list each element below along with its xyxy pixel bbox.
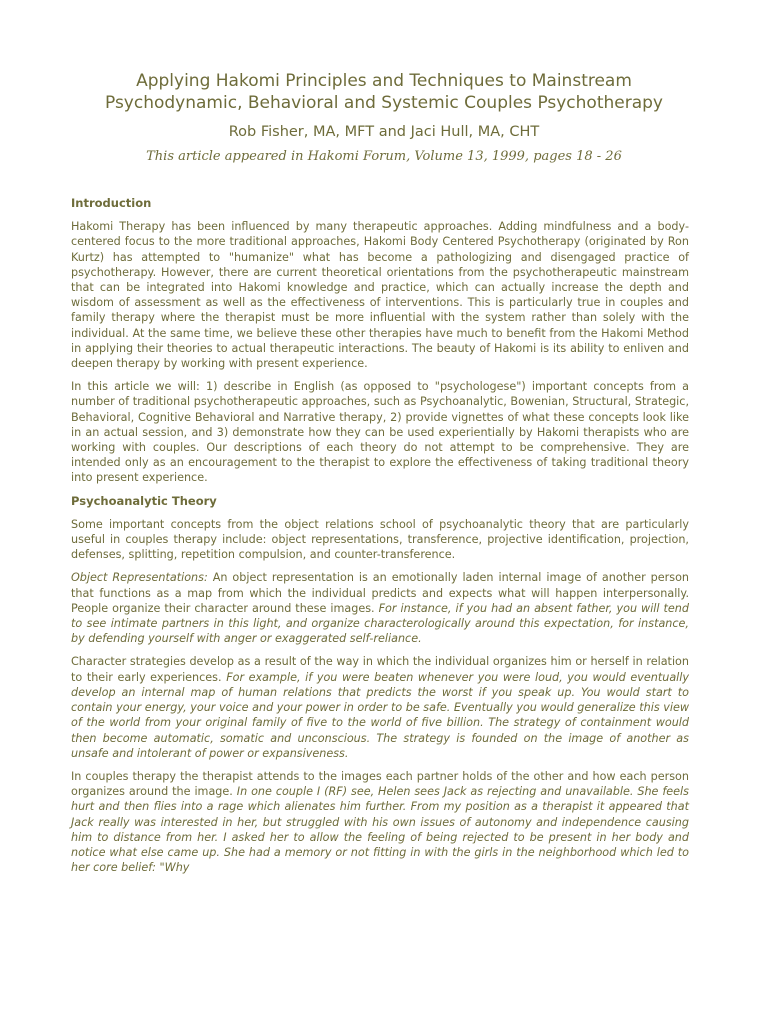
character-strategies-text: Character strategies develop as a result of the way in which the individual organizes him or herself in relation to their early experiences. xyxy=(71,655,689,684)
couples-therapy-text: In couples therapy the therapist attends to the images each partner holds of the other and how each person organizes around the image. xyxy=(71,769,689,799)
intro-paragraph-2: In this article we will: 1) describe in English (as opposed to "psychologese") important concepts from a number of traditional psychotherapeutic approaches, such as Psychoanalytic, Bowenian, Structural, Strategic, Behavioral, Cognitive Behavioral and Narrative therapy, 2) provide vignettes of what these concepts look like in an actual session, and 3) demonstrate how they can be used experientially by Hakomi therapists who are working with couples. Our descriptions of each theory do not attempt to be comprehensive. They are intended only as an encouragement to the therapist to explore the effectiveness of taking traditional theory into present experience. xyxy=(71,380,689,485)
psychoanalytic-paragraph-4 xyxy=(71,769,689,875)
section-heading-psychoanalytic: Psychoanalytic Theory xyxy=(71,493,217,508)
title-line-1: Applying Hakomi Principles and Techniques to Mainstream xyxy=(136,71,632,91)
article-authors: Rob Fisher, MA, MFT and Jaci Hull, MA, CHT xyxy=(228,124,540,140)
object-representations-text: An object representation is an emotionally laden internal image of another person that functions as a map from which the individual predicts and expects what will happen interpersonally. People organize their character around these images. xyxy=(71,571,690,615)
character-strategies-example: For example, if you were beaten whenever you were loud, you would eventually develop an internal map of human relations that predicts the worst if you speak up. You would start to contain your energy, your voice and your power in order to be safe. Eventually you would generalize this view of the world from your original family of five to the world of five billion. The strategy of containment would then become automatic, somatic and unconscious. The strategy is founded on the image of another as unsafe and intolerant of power or expansiveness. xyxy=(71,670,690,760)
psychoanalytic-paragraph-2 xyxy=(71,570,689,646)
article-title xyxy=(60,70,708,114)
section-heading-introduction: Introduction xyxy=(71,196,152,210)
article-body xyxy=(71,196,689,883)
publication-note: This article appeared in Hakomi Forum, Volume 13, 1999, pages 18 - 26 xyxy=(146,149,622,164)
intro-paragraph-1: Hakomi Therapy has been influenced by many therapeutic approaches. Adding mindfulness and a body-centered focus to the more traditional approaches, Hakomi Body Centered Psychotherapy (originated by Ron Kurtz) has attempted to "humanize" what has become a pathologizing and disengaged practice of psychotherapy. However, there are current theoretical orientations from the psychotherapeutic mainstream that can be integrated into Hakomi knowledge and practice, which can actually increase the depth and wisdom of assessment as well as the effectiveness of interventions. This is particularly true in couples and family therapy where the therapist must be more influential with the system rather than solely with the individual. At the same time, we believe these other therapies have much to benefit from the Hakomi Method in applying their theories to actual therapeutic interactions. The beauty of Hakomi is its ability to enliven and deepen therapy by working with present experience. xyxy=(71,220,689,371)
psychoanalytic-paragraph-3 xyxy=(71,654,689,760)
psychoanalytic-paragraph-1: Some important concepts from the object relations school of psychoanalytic theory that are particularly useful in couples therapy include: object representations, transference, projective identification, projection, defenses, splitting, repetition compulsion, and counter-transference. xyxy=(71,517,689,562)
object-representations-example: For instance, if you had an absent father, you will tend to see intimate partners in this light, and organize characterologically around this expectation, for instance, by defending yourself with anger or exaggerated self-reliance. xyxy=(71,601,689,646)
title-line-2: Psychodynamic, Behavioral and Systemic Couples Psychotherapy xyxy=(105,93,663,113)
object-representations-term: Object Representations: xyxy=(71,571,208,585)
couples-therapy-example: In one couple I (RF) see, Helen sees Jack as rejecting and unavailable. She feels hurt and then flies into a rage which alienates him further. From my position as a therapist it appeared that Jack really was interested in her, but struggled with his own issues of autonomy and independence causing him to distance from her. I asked her to allow the feeling of being rejected to be present in her body and notice what else came up. She had a memory or not fitting in with the girls in the neighborhood which led to her core belief: "Why xyxy=(71,785,689,875)
